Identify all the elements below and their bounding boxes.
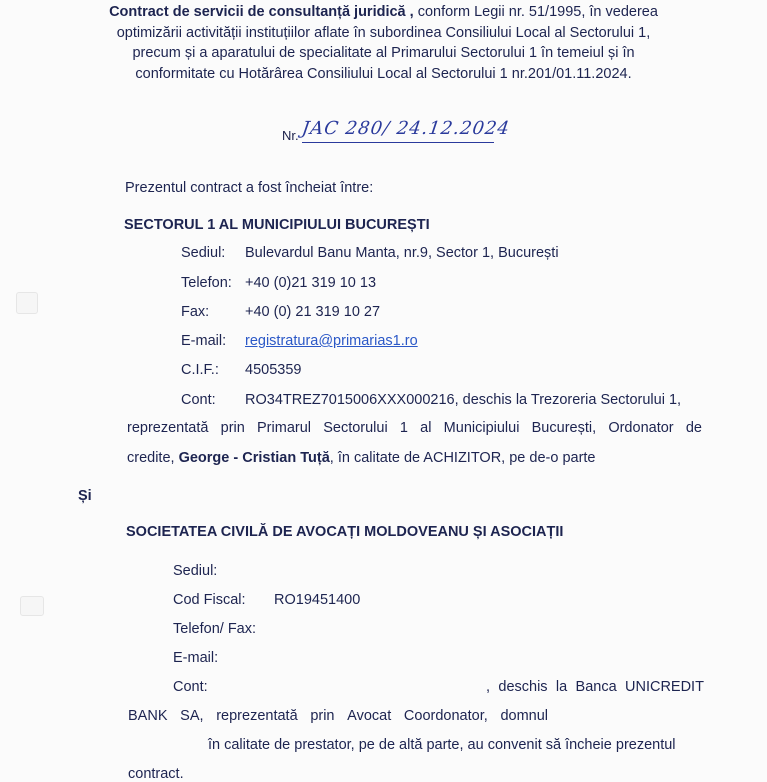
bank-line-word: SA,: [180, 708, 204, 724]
intro-text: Prezentul contract a fost încheiat între:: [125, 180, 374, 196]
title-line-3: precum și a aparatului de specialitate al Primarului Sectorului 1 în temeiul și în: [132, 45, 635, 61]
rep-word: 1: [399, 420, 408, 436]
rep-word: al: [420, 420, 432, 436]
handwritten-number: JAC 280/ 24.12.2024: [300, 118, 512, 139]
rep-word: reprezentată: [127, 420, 209, 436]
rep-word: Municipiului: [443, 420, 520, 436]
rep-word: prin: [220, 420, 245, 436]
bank-line-word: Coordonator,: [403, 708, 488, 724]
party2-email-label: E-mail:: [173, 650, 219, 666]
bank-word: deschis: [498, 679, 548, 695]
party2-calitate-line: în calitate de prestator, pe de altă parte, au convenit să încheie prezentul: [208, 737, 676, 753]
rep-word: Primarul: [257, 420, 311, 436]
contract-title: [0, 2, 767, 84]
party1-email-label: E-mail:: [181, 333, 227, 349]
rep-word: Sectorului: [323, 420, 388, 436]
title-line-1: [0, 2, 767, 23]
party1-fax-value: +40 (0) 21 319 10 27: [245, 304, 381, 320]
party1-cif-label: C.I.F.:: [181, 362, 219, 378]
mayor-name: George - Cristian Tuță: [178, 450, 330, 466]
party1-sediu-label: Sediul:: [181, 245, 226, 261]
bank-line-word: prin: [310, 708, 335, 724]
party1-cif-value: 4505359: [245, 362, 302, 378]
party2-telfax-label: Telefon/ Fax:: [173, 621, 257, 637]
contract-final-word: contract.: [128, 766, 184, 782]
title-line-2: optimizării activității instituțiilor aflate în subordinea Consiliului Local al Sectorului 1,: [116, 24, 651, 41]
number-underline: [302, 142, 494, 143]
bank-line-word: domnul: [500, 708, 548, 724]
bank-word: UNICREDIT: [625, 679, 704, 695]
cont-comma: ,: [486, 679, 491, 695]
party1-representation-line: [127, 420, 702, 436]
party2-sediu-label: Sediul:: [173, 563, 218, 579]
bank-line-word: BANK: [128, 708, 168, 724]
bank-line-word: Avocat: [347, 708, 392, 724]
party2-cod-label: Cod Fiscal:: [173, 592, 246, 608]
title-bold: Contract de servicii de consultanță juridică ,: [109, 4, 414, 20]
bank-word: Banca: [575, 679, 617, 695]
party2-cont-label: Cont:: [173, 679, 208, 695]
party2-cod-value: RO19451400: [274, 592, 361, 608]
credite-suffix: , în calitate de ACHIZITOR, pe de-o parte: [329, 450, 596, 466]
title-line-1-rest: conform Legii nr. 51/1995, în vederea: [413, 4, 658, 20]
bank-line-word: reprezentată: [216, 708, 298, 724]
party1-name: SECTORUL 1 AL MUNICIPIULUI BUCUREȘTI: [124, 217, 430, 233]
party1-telefon-label: Telefon:: [181, 275, 232, 291]
title-line-4: conformitate cu Hotărârea Consiliului Local al Sectorului 1 nr.201/01.11.2024.: [135, 65, 632, 82]
conjunction-si: Și: [78, 488, 92, 504]
party2-name: SOCIETATEA CIVILĂ DE AVOCAȚI MOLDOVEANU ȘI ASOCIAȚII: [126, 524, 564, 540]
party2-cont-bank: [486, 679, 704, 695]
scan-artifact: [16, 292, 38, 314]
party1-cont-label: Cont:: [181, 392, 216, 408]
number-label: Nr.: [282, 128, 299, 143]
rep-word: de: [685, 420, 702, 436]
party1-cont-value: RO34TREZ7015006XXX000216, deschis la Trezoreria Sectorului 1,: [245, 392, 682, 408]
party1-sediu-value: Bulevardul Banu Manta, nr.9, Sector 1, București: [245, 245, 559, 261]
scan-artifact: [20, 596, 44, 616]
bank-word: la: [555, 679, 568, 695]
party1-email-link[interactable]: registratura@primarias1.ro: [245, 333, 418, 349]
rep-word: Ordonator: [608, 420, 674, 436]
party2-bank-line: [128, 708, 548, 724]
party1-fax-label: Fax:: [181, 304, 210, 320]
credite-prefix: credite,: [127, 450, 179, 466]
rep-word: București,: [531, 420, 597, 436]
party1-credite-line: [127, 450, 596, 466]
party1-telefon-value: +40 (0)21 319 10 13: [245, 275, 377, 291]
